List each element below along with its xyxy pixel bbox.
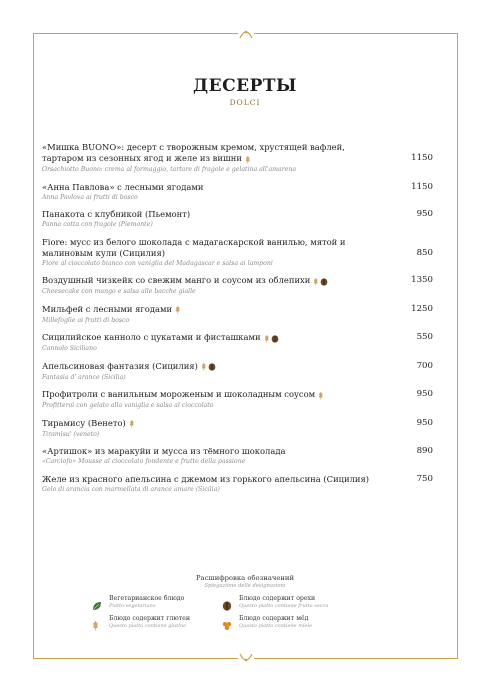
menu-item-price: 1150	[411, 181, 433, 192]
menu-item-price: 1250	[411, 303, 433, 314]
legend-entry	[222, 595, 362, 609]
menu-item	[42, 237, 447, 269]
legend-entry-translation: Questo piatto contiene miele	[239, 623, 313, 629]
menu-item-name-text: Сицилийское канноло с цукатами и фисташками	[42, 332, 261, 342]
menu-item	[42, 304, 447, 326]
menu-item-price: 950	[416, 209, 433, 219]
gluten-icon	[245, 156, 251, 164]
honey-icon	[222, 616, 232, 626]
menu-item-name	[42, 237, 372, 259]
menu-item	[42, 182, 447, 203]
menu-item-price: 890	[416, 446, 433, 456]
legend-entry	[222, 615, 362, 629]
menu-items-list	[42, 142, 447, 501]
page-title: ДЕСЕРТЫ	[193, 76, 297, 96]
menu-item-name-text: Воздушный чизкейк со свежим манго и соусом из облепихи	[42, 275, 311, 285]
gluten-icon	[92, 616, 102, 626]
menu-item-name	[42, 209, 372, 220]
menu-item-price: 850	[416, 247, 433, 258]
menu-item-name-text: Профитроли с ванильным мороженым и шоколадным соусом	[42, 389, 316, 399]
menu-item-translation: Tiramisu' (veneto)	[42, 430, 100, 438]
legend-entry-label: Блюдо содержит глютен	[109, 615, 190, 622]
nut-icon	[320, 278, 328, 286]
menu-item-name-text: «Мишка BUONO»: десерт с творожным кремом, хрустящей вафлей, тартаром из сезонных ягод и желе из вишни	[42, 142, 345, 163]
menu-item-translation: Fiore al cioccolato bianco con vaniglia del Madagascar e salsa ai lamponi	[42, 259, 273, 267]
menu-item-name-text: «Анна Павлова» с лесными ягодами	[42, 181, 204, 192]
menu-item-price: 550	[416, 332, 433, 342]
gluten-icon	[313, 278, 319, 286]
menu-item-translation: Orsachiotto Buono: crema al formaggio, tartare di fragole e gelatina all'amarena	[42, 166, 297, 173]
menu-item-translation: Profitteroi con gelato alla vaniglia e salsa al cioccolato	[42, 402, 214, 409]
menu-item-translation: Gelo di arancia con marmellata di arance amare (Sicilia)	[42, 485, 220, 493]
menu-item-name	[42, 142, 372, 165]
menu-item-translation: Millefoglie ai frutti di bosco	[42, 316, 130, 324]
legend-entry	[92, 615, 232, 629]
menu-item-name	[42, 418, 372, 430]
menu-item-price: 700	[416, 360, 433, 371]
menu-item-name	[42, 361, 372, 373]
menu-item-name-text: Панакота с клубникой (Пьемонт)	[42, 209, 191, 219]
gluten-icon	[318, 392, 324, 400]
frame-ornament-top	[238, 26, 254, 40]
menu-item	[42, 275, 447, 297]
legend-entry-translation: Questo piatto contiene frutta secca	[239, 603, 329, 609]
menu-item-name-text: Апельсиновая фантазия (Сицилия)	[42, 360, 198, 371]
menu-item	[42, 474, 447, 495]
legend-entry-translation: Questo piatto contiene glutine	[109, 623, 187, 629]
legend-subtitle: Spiegazione delle designazioni	[204, 583, 286, 589]
menu-item	[42, 332, 447, 354]
nut-icon	[222, 596, 232, 606]
menu-item-translation: Cheesecake con mango e salsa alle bacche gialle	[42, 288, 196, 295]
legend-title: Расшифровка обозначений	[195, 574, 294, 582]
menu-item-translation: «Carciofo» Mousse al cioccolato fondente e frutto della passione	[42, 458, 246, 465]
menu-item-name	[42, 474, 372, 485]
frame-ornament-bottom	[238, 652, 254, 666]
menu-item-name-text: Тирамису (Венето)	[42, 417, 126, 428]
menu-item-name	[42, 275, 372, 287]
menu-item-name-text: Fiore: мусс из белого шоколада с мадагаскарской ванилью, мятой и малиновым кули (Сицилия)	[42, 236, 346, 258]
nut-icon	[208, 363, 216, 371]
menu-item	[42, 209, 447, 230]
menu-item-translation: Anna Pavlova ai frutti di bosco	[42, 193, 138, 201]
menu-item-price: 750	[416, 473, 433, 484]
page-subtitle: DOLCI	[229, 98, 261, 107]
menu-item	[42, 389, 447, 411]
menu-item	[42, 418, 447, 440]
menu-item-price: 950	[416, 417, 433, 428]
menu-item-name	[42, 182, 372, 193]
menu-item-translation: Fantasia d' arance (Sicilia)	[42, 373, 126, 381]
menu-item-translation: Cannolo Siciliano	[42, 345, 97, 352]
gluten-icon	[175, 306, 181, 314]
menu-item-price: 1350	[411, 275, 433, 285]
menu-item-name-text: Мильфей с лесными ягодами	[42, 303, 173, 314]
menu-item-name	[42, 446, 372, 457]
legend-entry-label: Блюдо содержит орехи	[239, 595, 316, 602]
menu-item-price: 1150	[411, 153, 433, 163]
menu-item	[42, 361, 447, 383]
legend-entry-translation: Piatto vegetariano	[109, 603, 156, 609]
menu-item-translation: Panna cotta con fragole (Piemonte)	[42, 221, 153, 228]
legend-entry-label: Вегетарианское блюдо	[109, 595, 185, 602]
menu-item-name	[42, 304, 372, 316]
menu-item-price: 950	[416, 389, 433, 399]
legend-entry-label: Блюдо содержит мёд	[239, 615, 309, 622]
menu-item	[42, 446, 447, 467]
menu-item	[42, 142, 447, 175]
menu-item-name-text: Желе из красного апельсина с джемом из горького апельсина (Сицилия)	[42, 473, 370, 484]
menu-item-name	[42, 389, 372, 401]
legend-entry	[92, 595, 232, 609]
gluten-icon	[201, 363, 207, 371]
nut-icon	[271, 335, 279, 343]
gluten-icon	[264, 335, 270, 343]
menu-item-name	[42, 332, 372, 344]
gluten-icon	[129, 420, 135, 428]
menu-item-name-text: «Артишок» из маракуйи и мусса из тёмного шоколада	[42, 446, 286, 456]
leaf-icon	[92, 596, 102, 606]
